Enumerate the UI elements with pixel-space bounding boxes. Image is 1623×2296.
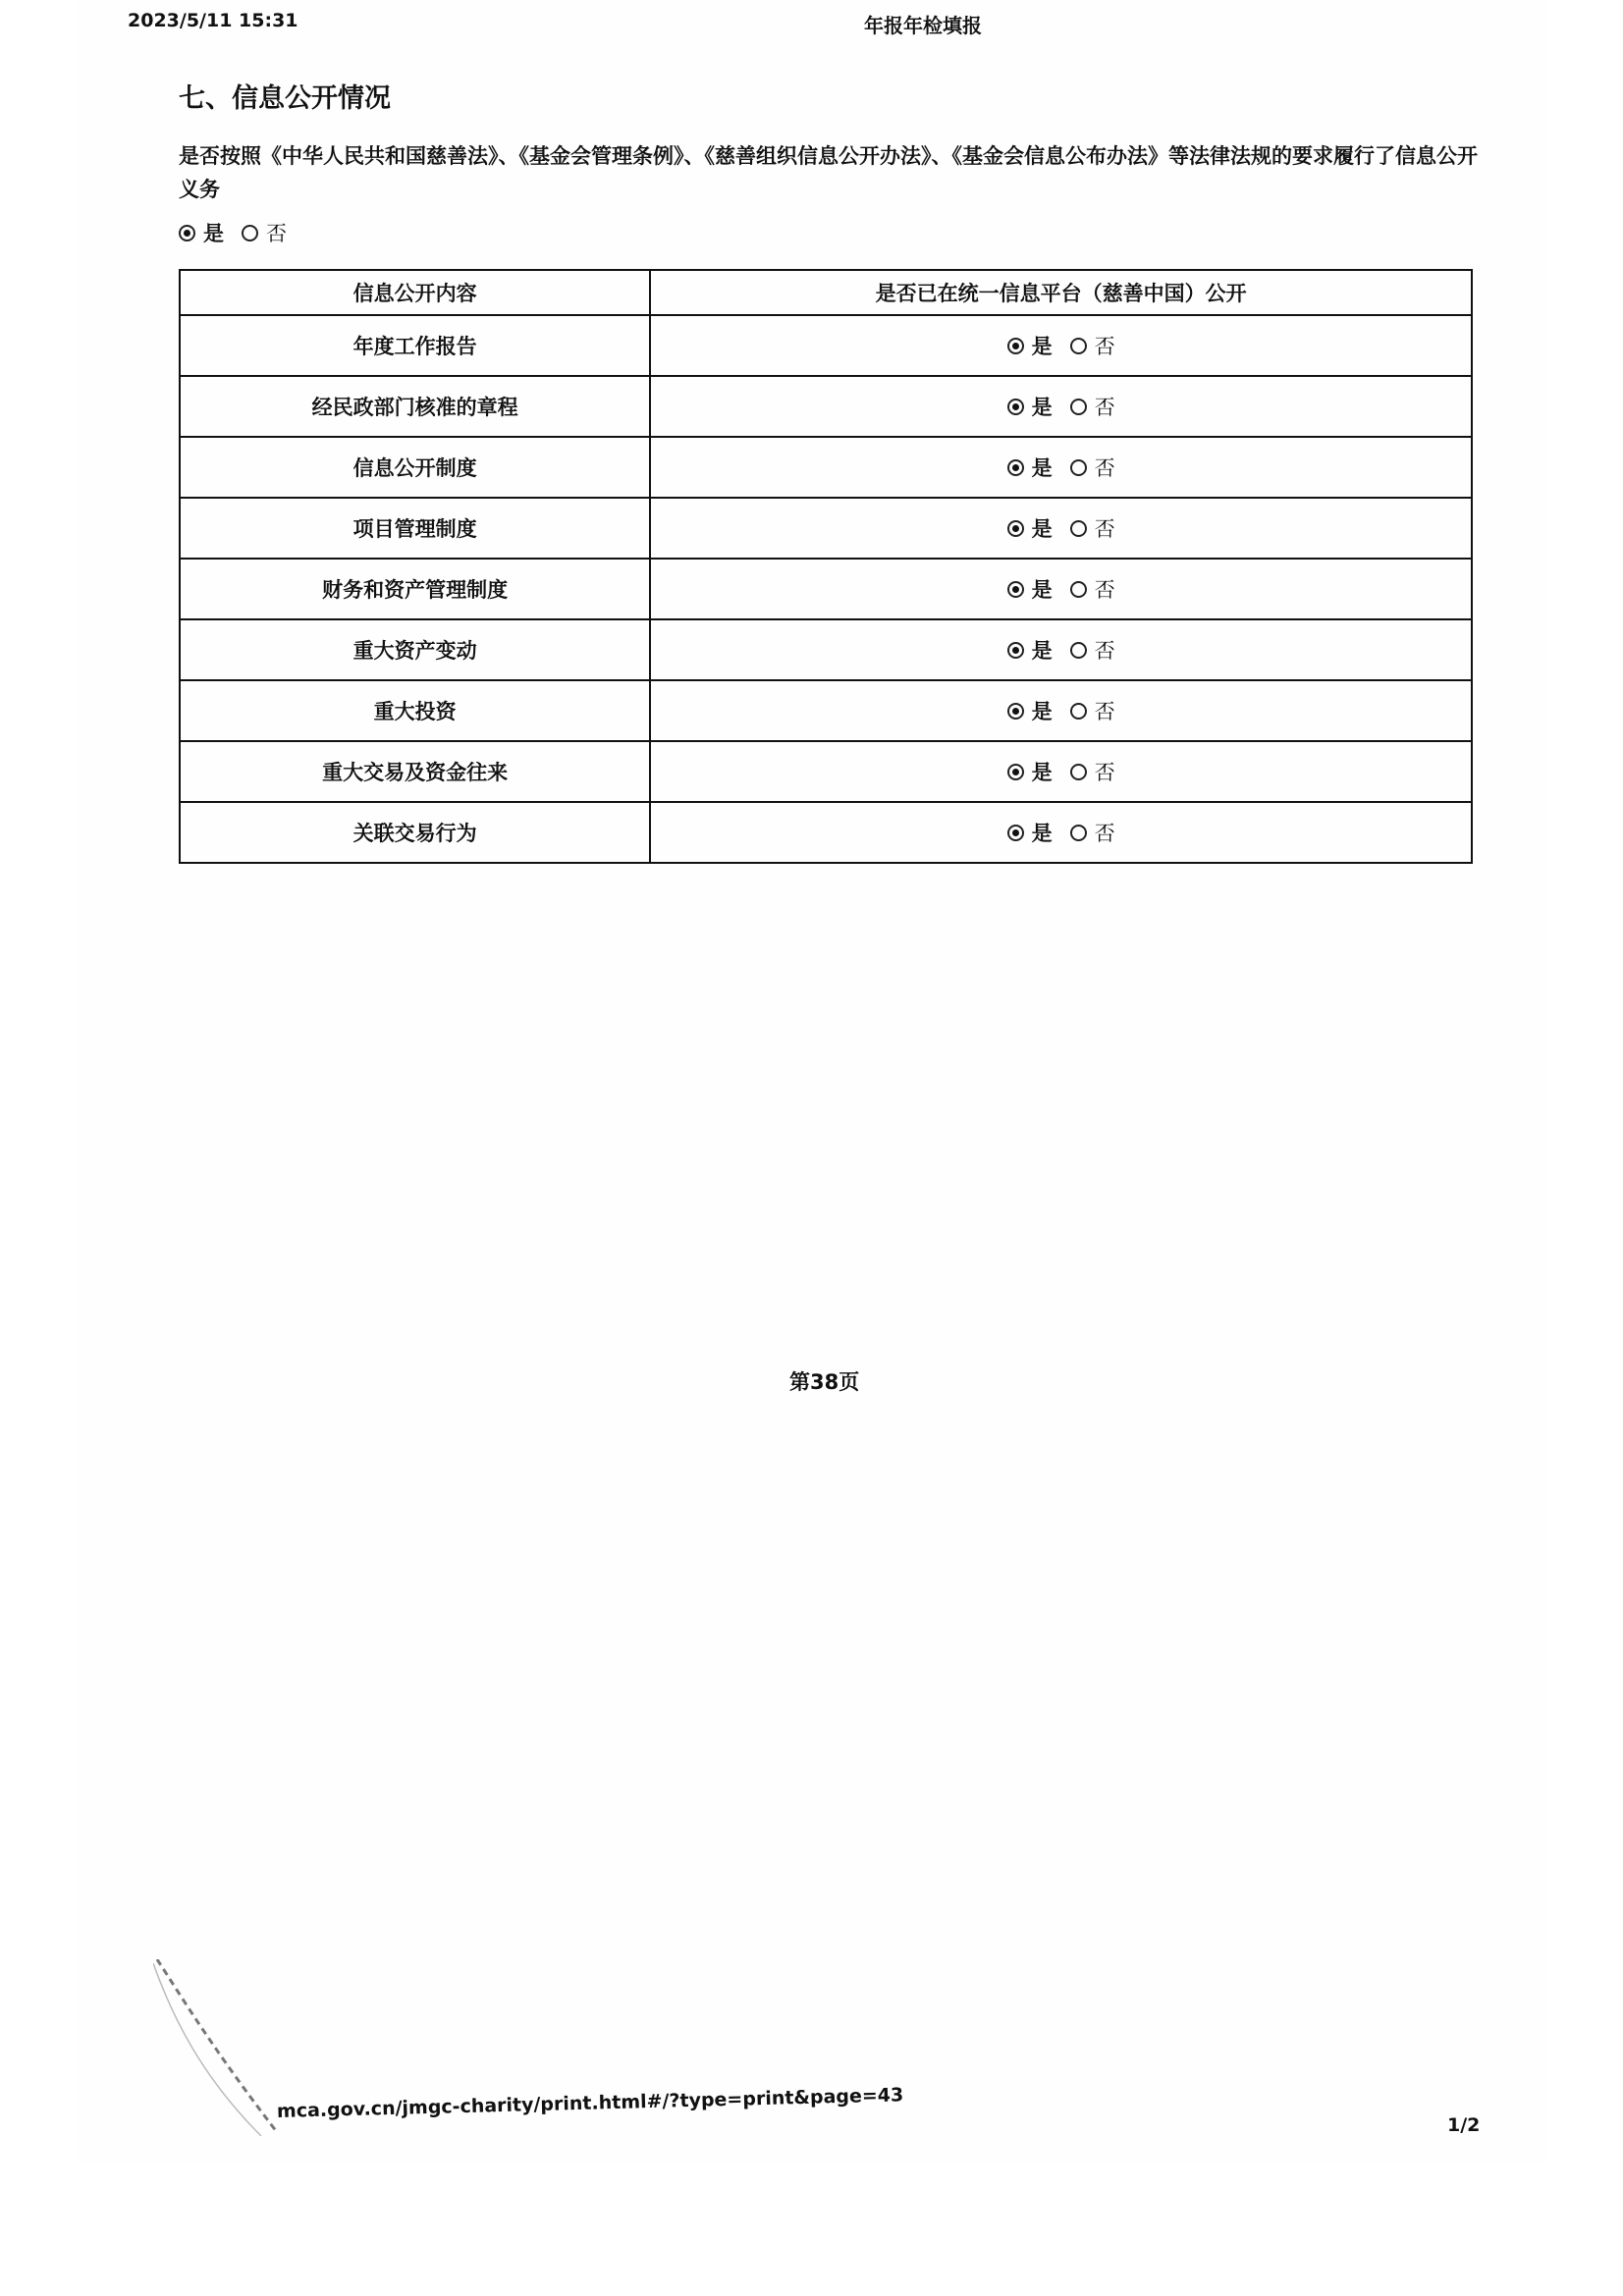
published-answer-cell: [650, 559, 1472, 619]
yes-radio[interactable]: [1007, 703, 1024, 720]
column-header-content: 信息公开内容: [180, 270, 650, 315]
yes-label: 是: [1031, 335, 1053, 358]
table-row: [180, 315, 1472, 376]
disclosure-item: 信息公开制度: [180, 437, 650, 498]
yes-label: 是: [1031, 761, 1053, 784]
published-answer-cell: [650, 376, 1472, 437]
disclosure-question: 是否按照《中华人民共和国慈善法》、《基金会管理条例》、《慈善组织信息公开办法》、《基金会信息公布办法》等法律法规的要求履行了信息公开义务: [179, 144, 1478, 201]
no-label: 否: [1094, 761, 1115, 784]
no-label: 否: [1094, 578, 1115, 602]
no-radio[interactable]: [242, 225, 258, 241]
table-row: [180, 680, 1472, 741]
published-radio-group: [1007, 696, 1115, 725]
table-header-row: [180, 270, 1472, 315]
no-radio[interactable]: [1070, 581, 1087, 598]
published-answer-cell: [650, 802, 1472, 863]
published-radio-group: [1007, 453, 1115, 482]
yes-radio[interactable]: [1007, 581, 1024, 598]
yes-label: 是: [1031, 517, 1053, 541]
yes-label: 是: [1031, 578, 1053, 602]
published-radio-group: [1007, 331, 1115, 360]
yes-radio[interactable]: [1007, 825, 1024, 841]
table-row: [180, 619, 1472, 680]
published-radio-group: [1007, 392, 1115, 421]
paper-curl: [153, 1959, 281, 2136]
yes-label: 是: [1031, 456, 1053, 480]
table-row: [180, 802, 1472, 863]
print-timestamp: 2023/5/11 15:31: [128, 10, 298, 31]
page-number: 第38页: [789, 1370, 860, 1394]
published-answer-cell: [650, 437, 1472, 498]
no-radio[interactable]: [1070, 399, 1087, 415]
published-answer-cell: [650, 619, 1472, 680]
disclosure-item: 重大投资: [180, 680, 650, 741]
yes-radio[interactable]: [1007, 399, 1024, 415]
yes-radio[interactable]: [179, 225, 195, 241]
published-radio-group: [1007, 757, 1115, 786]
yes-label: 是: [1031, 700, 1053, 723]
table-row: [180, 437, 1472, 498]
disclosure-item: 关联交易行为: [180, 802, 650, 863]
column-header-published: 是否已在统一信息平台（慈善中国）公开: [650, 270, 1472, 315]
no-label: 否: [1094, 700, 1115, 723]
disclosure-item: 年度工作报告: [180, 315, 650, 376]
no-radio[interactable]: [1070, 459, 1087, 476]
disclosure-table: [179, 269, 1473, 864]
no-label: 否: [1094, 396, 1115, 419]
no-label: 否: [1094, 456, 1115, 480]
disclosure-item: 项目管理制度: [180, 498, 650, 559]
no-label: 否: [1094, 639, 1115, 663]
yes-radio[interactable]: [1007, 642, 1024, 659]
disclosure-item: 重大交易及资金往来: [180, 741, 650, 802]
no-radio[interactable]: [1070, 764, 1087, 780]
yes-label: 是: [1031, 822, 1053, 845]
no-label: 否: [266, 222, 287, 245]
yes-radio[interactable]: [1007, 459, 1024, 476]
page-header-title: 年报年检填报: [864, 14, 982, 37]
no-label: 否: [1094, 517, 1115, 541]
published-answer-cell: [650, 498, 1472, 559]
published-answer-cell: [650, 741, 1472, 802]
yes-radio[interactable]: [1007, 520, 1024, 537]
disclosure-item: 重大资产变动: [180, 619, 650, 680]
footer-url: mca.gov.cn/jmgc-charity/print.html#/?type=print&page=43: [276, 2084, 904, 2122]
published-radio-group: [1007, 635, 1115, 665]
no-radio[interactable]: [1070, 338, 1087, 354]
table-row: [180, 498, 1472, 559]
no-radio[interactable]: [1070, 520, 1087, 537]
table-row: [180, 559, 1472, 619]
no-radio[interactable]: [1070, 642, 1087, 659]
table-row: [180, 741, 1472, 802]
footer-page-count: 1/2: [1447, 2114, 1481, 2136]
yes-label: 是: [1031, 396, 1053, 419]
section-title: 七、信息公开情况: [179, 83, 391, 114]
disclosure-answer-group: [179, 218, 287, 247]
published-radio-group: [1007, 574, 1115, 604]
published-answer-cell: [650, 315, 1472, 376]
yes-label: 是: [1031, 639, 1053, 663]
published-radio-group: [1007, 513, 1115, 543]
published-answer-cell: [650, 680, 1472, 741]
no-label: 否: [1094, 335, 1115, 358]
yes-radio[interactable]: [1007, 338, 1024, 354]
yes-radio[interactable]: [1007, 764, 1024, 780]
no-radio[interactable]: [1070, 703, 1087, 720]
disclosure-item: 财务和资产管理制度: [180, 559, 650, 619]
published-radio-group: [1007, 818, 1115, 847]
yes-label: 是: [203, 222, 224, 245]
table-row: [180, 376, 1472, 437]
no-label: 否: [1094, 822, 1115, 845]
no-radio[interactable]: [1070, 825, 1087, 841]
disclosure-item: 经民政部门核准的章程: [180, 376, 650, 437]
